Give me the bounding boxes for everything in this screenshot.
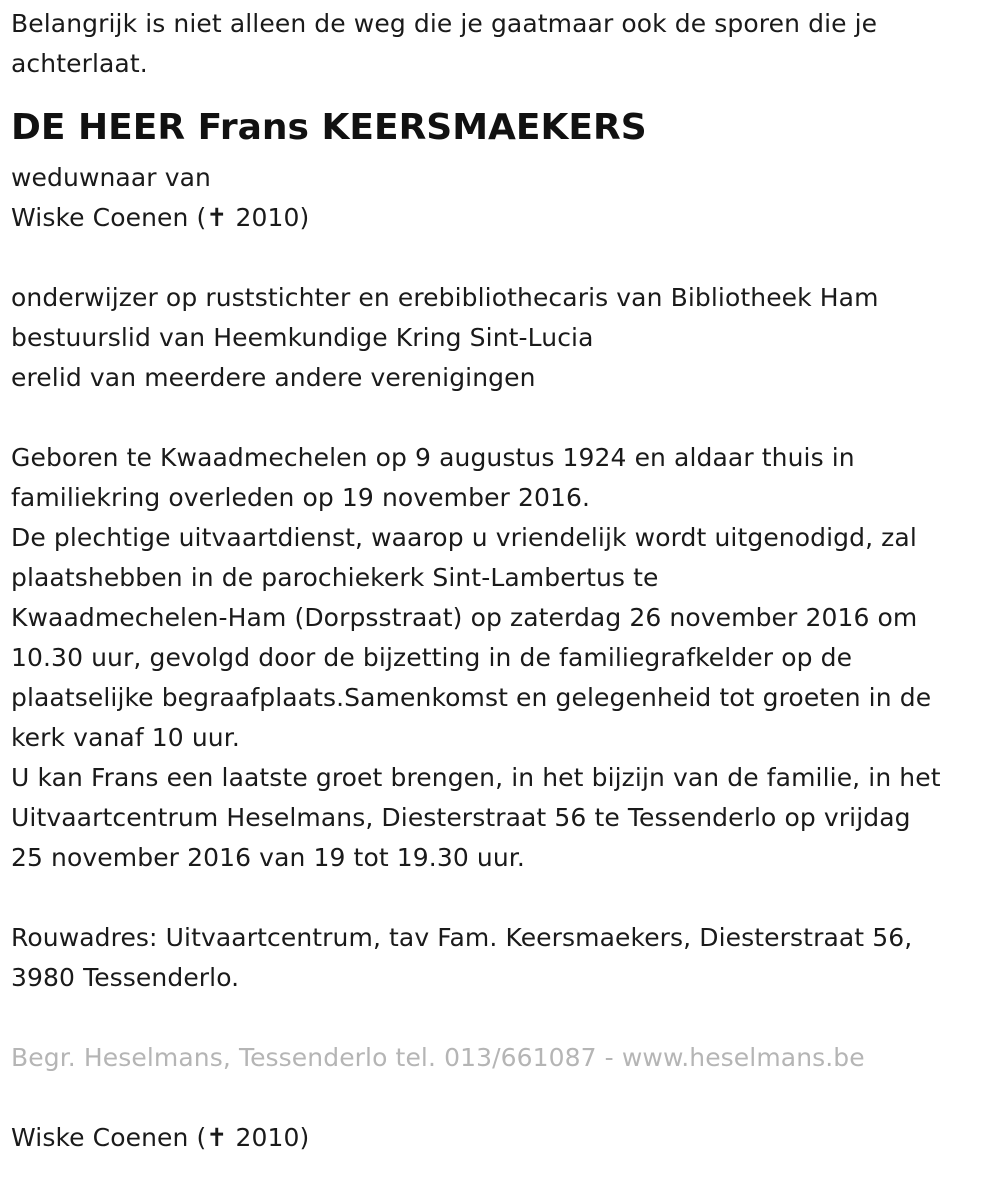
announcement-line: plaatselijke begraafplaats.Samenkomst en gelegenheid tot groeten in de (11, 683, 932, 712)
role-line: erelid van meerdere andere verenigingen (11, 363, 536, 392)
funeral-home-info: Begr. Heselmans, Tessenderlo tel. 013/661087 - www.heselmans.be (11, 1043, 865, 1072)
address-line: 3980 Tessenderlo. (11, 963, 240, 992)
announcement-line: U kan Frans een laatste groet brengen, in het bijzijn van de familie, in het (11, 763, 941, 792)
quote-line-2: achterlaat. (11, 49, 148, 78)
announcement-line: kerk vanaf 10 uur. (11, 723, 240, 752)
announcement-line: Uitvaartcentrum Heselmans, Diesterstraat 56 te Tessenderlo op vrijdag (11, 803, 911, 832)
role-line: onderwijzer op ruststichter en erebibliothecaris van Bibliotheek Ham (11, 283, 879, 312)
announcement-line: De plechtige uitvaartdienst, waarop u vriendelijk wordt uitgenodigd, zal (11, 523, 917, 552)
spacer (11, 878, 992, 918)
deceased-name: DE HEER Frans KEERSMAEKERS (11, 107, 647, 148)
spouse-name: Wiske Coenen (✝ 2010) (11, 203, 310, 232)
announcement-line: plaatshebben in de parochiekerk Sint-Lambertus te (11, 563, 659, 592)
announcement-line: 10.30 uur, gevolgd door de bijzetting in de familiegrafkelder op de (11, 643, 853, 672)
announcement-line: familiekring overleden op 19 november 2016. (11, 483, 591, 512)
spacer (11, 238, 992, 278)
role-line: bestuurslid van Heemkundige Kring Sint-Lucia (11, 323, 594, 352)
address-line: Rouwadres: Uitvaartcentrum, tav Fam. Keersmaekers, Diesterstraat 56, (11, 923, 913, 952)
spacer (11, 998, 992, 1038)
announcement-line: Kwaadmechelen-Ham (Dorpsstraat) op zaterdag 26 november 2016 om (11, 603, 918, 632)
announcement-line: 25 november 2016 van 19 tot 19.30 uur. (11, 843, 525, 872)
announcement-line: Geboren te Kwaadmechelen op 9 augustus 1924 en aldaar thuis in (11, 443, 855, 472)
relation-text: weduwnaar van (11, 163, 211, 192)
spouse-name-repeat: Wiske Coenen (✝ 2010) (11, 1123, 310, 1152)
spacer (11, 398, 992, 438)
quote-line-1: Belangrijk is niet alleen de weg die je gaatmaar ook de sporen die je (11, 9, 878, 38)
spacer (11, 1078, 992, 1118)
